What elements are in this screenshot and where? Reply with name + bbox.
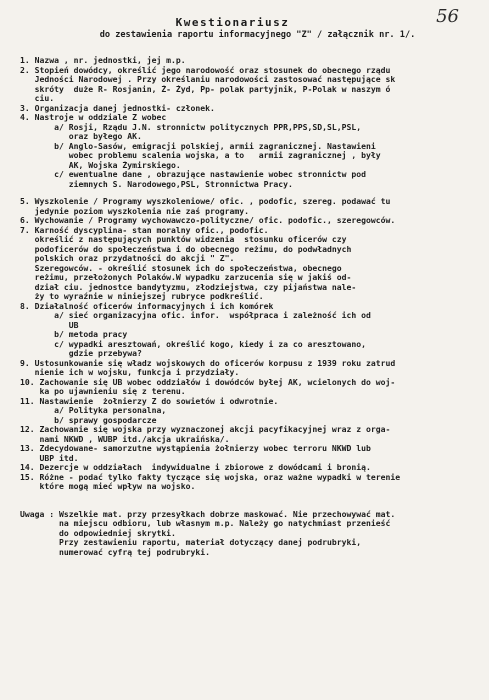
text-line: UBP itd. xyxy=(20,453,79,463)
note-line: do odpowiedniej skrytki. xyxy=(20,528,176,538)
text-line: 9. Ustosunkowanie się władz wojskowych do oficerów korpusu z 1939 roku zatrud xyxy=(20,358,396,368)
text-line: 11. Nastawienie żołnierzy Z do sowietów i odwrotnie. xyxy=(20,396,279,406)
note-line: Uwaga : Wszelkie mat. przy przesyłkach dobrze maskować. Nie przechowywać mat. xyxy=(20,509,396,519)
document-title: Kwestionariusz xyxy=(175,16,290,29)
text-line: 10. Zachowanie się UB wobec oddziałów i dowódców byłej AK, wcielonych do woj- xyxy=(20,377,396,387)
text-line: 4. Nastroje w oddziale Z wobec xyxy=(20,113,167,122)
text-line: ży to wyraźnie w niniejszej rubryce podkreślić. xyxy=(20,292,264,301)
text-line: AK, Wojska Żymirskiego. xyxy=(20,160,181,170)
text-line: b/ metoda pracy xyxy=(20,330,128,339)
text-line: UB xyxy=(20,320,79,330)
note-line: Przy zestawieniu raportu, materiał dotyczący danej podrubryki, xyxy=(20,538,362,547)
text-line: Szeregowców. - określić stosunek ich do społeczeństwa, obecnego xyxy=(20,263,342,273)
text-line: ziemnych S. Narodowego,PSL, Stronnictwa Pracy. xyxy=(20,179,293,189)
text-line: gdzie przebywa? xyxy=(20,349,142,358)
note-section xyxy=(20,510,475,558)
note-line: na miejscu odbioru, lub własnym m.p. Należy go natychmiast przenieść xyxy=(20,519,391,528)
text-line: c/ ewentualne dane , obrazujące nastawienie wobec stronnictw pod xyxy=(20,170,366,179)
paragraph-gap xyxy=(20,189,475,197)
text-line: reżimu, przełożonych Polaków.W wypadku zarzucenia się w jakiś od- xyxy=(20,273,352,282)
text-line: 7. Karność dyscyplina- stan moralny ofic., podofic. xyxy=(20,225,269,235)
text-line: a/ sieć organizacyjna ofic. infor. współpraca i zależność ich od xyxy=(20,311,371,320)
text-line: 3. Organizacja danej jednostki- członek. xyxy=(20,103,215,113)
text-line: ka po ujawnieniu się z terenu. xyxy=(20,387,186,396)
text-line: skróty duże R- Rosjanin, Ż- Żyd, Pp- polak partyjnik, P-Polak w naszym ó xyxy=(20,84,391,94)
text-line: jedynie poziom wyszkolenia nie zaś programy. xyxy=(20,206,250,216)
text-line: polskich oraz przydatności do akcji " Z". xyxy=(20,254,235,263)
text-line: ciu. xyxy=(20,94,55,103)
text-line: a/ Polityka personalna, xyxy=(20,406,167,415)
text-line: c/ wypadki aresztowań, określić kogo, kiedy i za co aresztowano, xyxy=(20,339,366,349)
text-line: wobec problemu scalenia wojska, a to armii zagranicznej , były xyxy=(20,151,381,160)
text-line: 2. Stopień dowódcy, określić jego narodowość oraz stosunek do obecnego rządu xyxy=(20,65,391,75)
text-line: 1. Nazwa , nr. jednostki, jej m.p. xyxy=(20,56,186,65)
text-line: 13. Zdecydowane- samorzutne wystąpienia żołnierzy wobec terroru NKWD lub xyxy=(20,444,371,453)
page-number: 56 xyxy=(436,6,459,27)
text-line: nienie ich w wojsku, funkcja i przydziały. xyxy=(20,368,240,377)
text-line: 6. Wychowanie / Programy wychowawczo-polityczne/ ofic. podofic., szeregowców. xyxy=(20,216,396,225)
text-line: a/ Rosji, Rządu J.N. stronnictw politycznych PPR,PPS,SD,SL,PSL, xyxy=(20,122,362,132)
text-line: określić z następujących punktów widzenia stosunku oficerów czy xyxy=(20,235,347,244)
text-line: Jedności Narodowej . Przy określaniu narodowości zastosować następujące sk xyxy=(20,75,396,84)
text-line: 14. Dezercje w oddziałach indywidualne i zbiorowe z dowódcami i bronią. xyxy=(20,463,371,472)
text-line: 15. Różne - podać tylko fakty tyczące się wojska, oraz ważne wypadki w terenie xyxy=(20,472,401,482)
text-line: podoficerów do społeczeństwa i do obecnego reżimu, do podwładnych xyxy=(20,244,352,254)
text-line: nami NKWD , WUBP itd./akcja ukraińska/. xyxy=(20,434,230,444)
text-line: b/ sprawy gospodarcze xyxy=(20,415,157,425)
text-line: oraz byłego AK. xyxy=(20,132,142,141)
note-line: numerować cyfrą tej podrubryki. xyxy=(20,547,211,557)
questionnaire-body xyxy=(20,56,475,492)
text-line: które mogą mieć wpływ na wojsko. xyxy=(20,482,196,491)
document-subtitle: do zestawienia raportu informacyjnego "Z" / załącznik nr. 1/. xyxy=(99,30,416,40)
text-line: dział ciu. jednostce bandytyzmu, złodziejstwa, czy pijaństwa nale- xyxy=(20,282,357,292)
text-line: 8. Działalność oficerów informacyjnych i ich komórek xyxy=(20,301,274,311)
text-line: 12. Zachowanie się wojska przy wyznaczonej akcji pacyfikacyjnej wraz z orga- xyxy=(20,425,391,434)
text-line: b/ Anglo-Sasów, emigracji polskiej, armii zagranicznej. Nastawieni xyxy=(20,141,376,151)
text-line: 5. Wyszkolenie / Programy wyszkoleniowe/ ofic. , podofic, szereg. podawać tu xyxy=(20,197,391,206)
